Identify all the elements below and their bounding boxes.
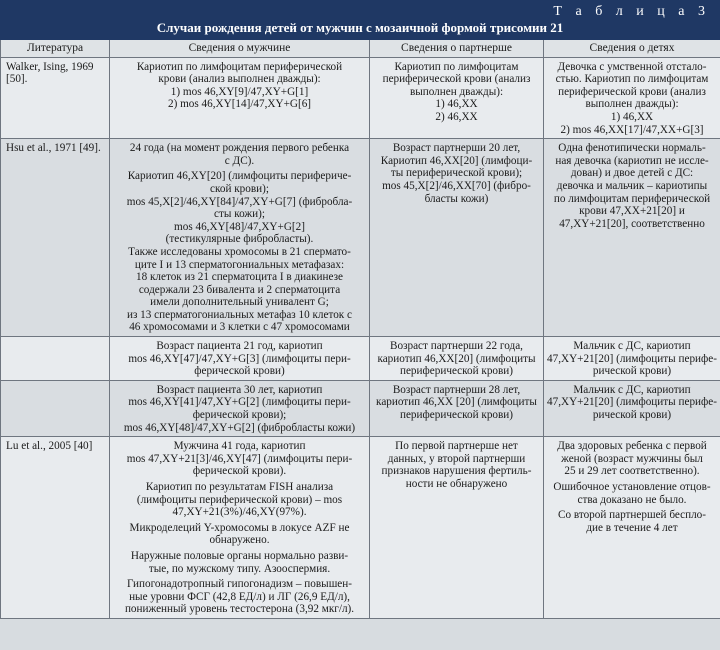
text-line: Со второй партнершей беспло-: [557, 509, 706, 522]
text-line: дие в течение 4 лет: [586, 521, 678, 534]
text-line: Возраст партнерши 28 лет,: [392, 383, 521, 396]
text-line: Кариотип по лимфоцитам: [394, 60, 519, 73]
text-line: Мужчина 41 года, кариотип: [173, 440, 306, 453]
text-line: ные уровни ФСГ (42,8 ЕД/л) и ЛГ (26,9 ЕД/л),: [129, 590, 350, 603]
cell-literature: Lu et al., 2005 [40]: [1, 437, 110, 619]
text-line: 47,XY+21[20] (лимфоциты перифе-: [547, 396, 717, 409]
text-line: данных, у второй партнерши: [387, 452, 526, 465]
cell-children: [544, 139, 720, 337]
text-line: Одна фенотипически нормаль-: [558, 142, 706, 155]
table-title: Случаи рождения детей от мужчин с мозаичной формой трисомии 21: [156, 20, 564, 35]
text-line: ферической крови): [194, 365, 285, 378]
text-line: Мальчик с ДС, кариотип: [573, 340, 691, 353]
text-line: ная девочка (кариотип не иссле-: [555, 154, 709, 167]
text-line: mos 47,XY+21[3]/46,XY[47] (лимфоциты пери-: [126, 452, 353, 465]
text-line: периферической крови): [399, 365, 514, 378]
text-line: Возраст партнерши 22 года,: [390, 340, 523, 353]
text-line: признаков нарушения фертиль-: [381, 465, 532, 478]
cell-partner: [370, 437, 544, 619]
text-line: рической крови): [592, 365, 672, 378]
text-line: Возраст пациента 30 лет, кариотип: [156, 383, 323, 396]
text-line: ности не обнаружено: [405, 478, 508, 490]
text-line: 2) 46,XX: [435, 110, 478, 123]
text-line: имели дополнительный унивалент G;: [150, 296, 329, 309]
text-line: mos 46,XY[47]/47,XY+G[3] (лимфоциты пери-: [128, 352, 351, 365]
text-line: выполнен дважды):: [585, 98, 679, 111]
text-line: mos 45,X[2]/46,XY[84]/47,XY+G[7] (фибробла-: [126, 195, 353, 208]
table-row: [1, 57, 720, 139]
table-row: [1, 437, 720, 619]
column-header-man: Сведения о мужчине: [110, 40, 370, 57]
text-line: 47,XY+21(3%)/46,XY(97%).: [172, 506, 307, 519]
text-line: 2) mos 46,XX[17]/47,XX+G[3]: [560, 123, 704, 136]
text-line: Кариотип 46,XX[20] (лимфоци-: [380, 154, 533, 167]
text-line: 2) mos 46,XY[14]/47,XY+G[6]: [167, 98, 312, 111]
text-line: Наружные половые органы нормально разви-: [130, 549, 349, 562]
cell-partner: [370, 380, 544, 436]
text-line: Кариотип по результатам FISH анализа: [145, 481, 334, 493]
text-line: рической крови): [592, 409, 672, 422]
cell-man: [110, 437, 370, 619]
cell-man: [110, 337, 370, 381]
text-line: с ДС).: [224, 154, 255, 167]
text-line: периферической крови (анализ: [382, 73, 531, 86]
text-line: ты периферической крови);: [390, 167, 523, 180]
cell-children: [544, 437, 720, 619]
column-header-children: Сведения о детях: [544, 40, 720, 57]
text-line: кариотип 46,XX[20] (лимфоциты: [377, 352, 536, 365]
text-line: дован) и двое детей с ДС:: [570, 167, 694, 180]
text-line: женой (возраст мужчины был: [561, 452, 703, 465]
text-line: Микроделеций Y-хромосомы в локусе AZF не: [129, 521, 350, 534]
text-line: ства доказано не было.: [577, 493, 687, 506]
text-line: mos 45,X[2]/46,XX[70] (фибро-: [382, 179, 531, 192]
cell-man: [110, 139, 370, 337]
text-line: По первой партнерше нет: [395, 440, 518, 453]
text-line: 25 и 29 лет соответственно).: [564, 465, 700, 478]
table-number-label: Т а б л и ц а 3: [553, 4, 710, 19]
data-table: [0, 40, 720, 619]
table-row: [1, 337, 720, 381]
text-line: Кариотип 46,XY[20] (лимфоциты перифериче-: [127, 170, 352, 183]
text-line: Кариотип по лимфоцитам периферической: [136, 60, 343, 73]
text-line: периферической крови (анализ: [558, 85, 706, 98]
text-line: крови 47,XX+21[20] и: [579, 205, 685, 218]
text-line: Мальчик с ДС, кариотип: [573, 383, 691, 396]
text-line: mos 46,XY[48]/47,XY+G[2] (фибробласты кожи): [123, 421, 356, 434]
cell-literature: [1, 337, 110, 381]
text-line: бласты кожи): [424, 192, 489, 205]
cell-children: [544, 57, 720, 139]
text-line: из 13 сперматогониальных метафаз 10 клеток с: [126, 308, 353, 321]
text-line: девочка и мальчик – кариотипы: [556, 179, 708, 192]
text-line: (лимфоциты периферической крови) – mos: [136, 493, 343, 506]
text-line: 47,XY+21[20], соответственно: [559, 217, 705, 230]
cell-partner: [370, 139, 544, 337]
column-header-partner: Сведения о партнерше: [370, 40, 544, 57]
text-line: стью. Кариотип по лимфоцитам: [555, 73, 709, 86]
cell-partner: [370, 337, 544, 381]
text-line: 18 клеток из 21 сперматоцита I в диакинезе: [136, 271, 343, 284]
cell-literature: [1, 380, 110, 436]
text-line: Гипогонадотропный гипогонадизм – повышен-: [127, 578, 352, 591]
cell-children: [544, 337, 720, 381]
text-line: 1) 46,XX: [610, 110, 654, 123]
cell-man: [110, 57, 370, 139]
cell-literature: Walker, Ising, 1969 [50].: [1, 57, 110, 139]
cell-children: [544, 380, 720, 436]
text-line: тые, по мужскому типу. Азооспермия.: [148, 562, 331, 575]
text-line: ской крови);: [210, 182, 269, 195]
text-line: Возраст партнерши 20 лет,: [392, 142, 521, 155]
text-line: mos 46,XY[48]/47,XY+G[2]: [174, 220, 305, 233]
text-line: ферической крови).: [192, 465, 287, 478]
text-line: кариотип 46,XX [20] (лимфоциты: [376, 396, 537, 409]
text-line: (тестикулярные фибробласты).: [165, 233, 314, 246]
text-line: mos 46,XY[41]/47,XY+G[2] (лимфоциты пери-: [128, 396, 351, 409]
text-line: ците I и 13 сперматогониальных метафазах:: [134, 258, 345, 271]
text-line: 47,XY+21[20] (лимфоциты перифе-: [547, 352, 717, 365]
text-line: крови (анализ выполнен дважды):: [158, 73, 321, 86]
table-header: [0, 0, 720, 40]
column-header-literature: Литература: [1, 40, 110, 57]
text-line: содержали 23 бивалента и 2 сперматоцита: [138, 283, 341, 296]
cell-partner: [370, 57, 544, 139]
text-line: периферической крови): [399, 409, 514, 422]
text-line: сты кожи);: [214, 208, 265, 221]
text-line: 1) mos 46,XY[9]/47,XY+G[1]: [170, 85, 309, 98]
text-line: Ошибочное установление отцов-: [553, 481, 711, 493]
text-line: обнаружено.: [209, 534, 270, 547]
cell-man: [110, 380, 370, 436]
text-line: Возраст пациента 21 год, кариотип: [156, 340, 323, 353]
column-header-row: [1, 40, 720, 57]
text-line: Также исследованы хромосомы в 21 спермато-: [128, 245, 351, 258]
table-row: [1, 380, 720, 436]
text-line: Два здоровых ребенка с первой: [557, 440, 707, 453]
text-line: ферической крови);: [192, 409, 287, 422]
text-line: Девочка с умственной отстало-: [557, 60, 707, 73]
text-line: по лимфоцитам периферической: [553, 192, 711, 205]
cell-literature: Hsu et al., 1971 [49].: [1, 139, 110, 337]
text-line: пониженный уровень тестостерона (3,92 мкг/л).: [124, 603, 355, 616]
text-line: 46 хромосомами и 3 клетки с 47 хромосомами: [129, 321, 350, 334]
table-row: [1, 139, 720, 337]
text-line: 1) 46,XX: [435, 98, 478, 111]
text-line: 24 года (на момент рождения первого ребенка: [129, 142, 350, 155]
text-line: выполнен дважды):: [409, 85, 504, 98]
